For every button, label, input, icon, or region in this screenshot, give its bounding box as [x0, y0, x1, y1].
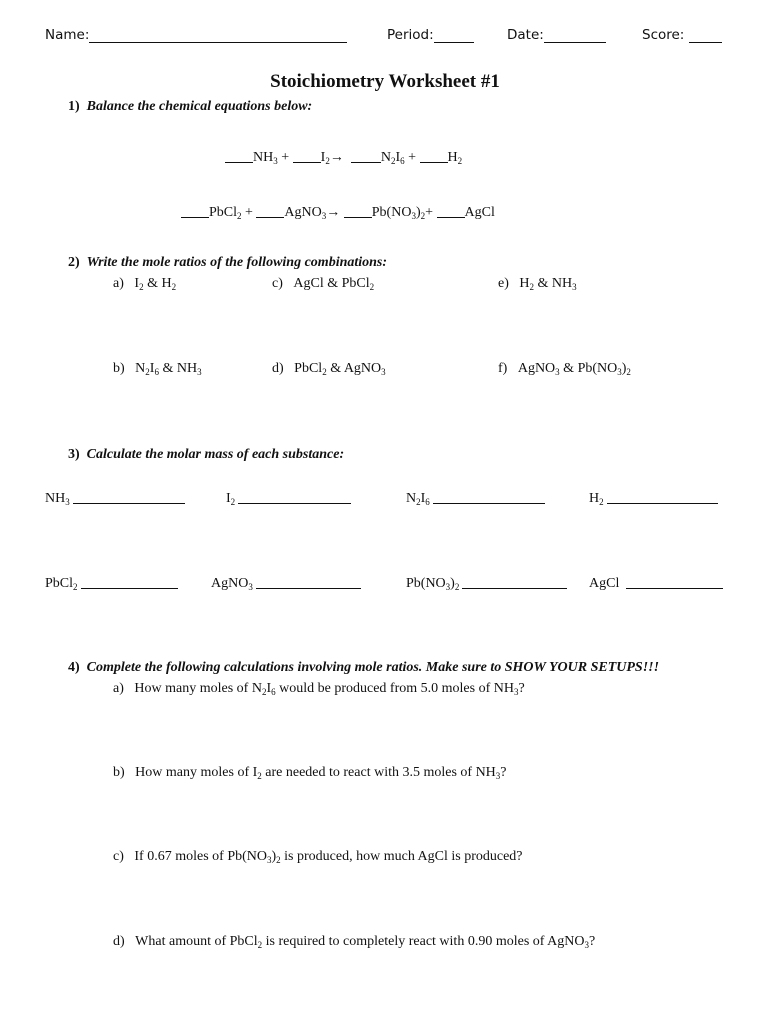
ratio-item-f: f) AgNO$_3$ & $Pb(NO_3)_2$ [498, 361, 631, 377]
molar-mass-i2: $I_2$ [226, 490, 351, 507]
calc-question-d: d) What amount of PbCl$_2$ is required to completely react with 0.90 moles of AgNO$_3$? [113, 934, 596, 950]
coef-blank[interactable] [437, 204, 465, 218]
period-line[interactable] [434, 28, 474, 43]
ratio-item-c: c) AgCl & PbCl$_2$ [272, 276, 375, 292]
score-label: Score: [642, 27, 685, 43]
worksheet-title: Stoichiometry Worksheet #1 [270, 71, 500, 92]
date-label: Date: [507, 27, 544, 43]
q1-heading: 1) Balance the chemical equations below: [68, 99, 313, 114]
molar-mass-nh3: $NH_3$ [45, 490, 185, 507]
ratio-item-d: d) PbCl$_2$ & AgNO$_3$ [272, 361, 386, 377]
equation-1: $NH_3 + I_2\to N_2I_6 + H_2$ [225, 149, 462, 166]
calc-question-b: b) How many moles of $I_2$ are needed to react with 3.5 moles of $NH_3$? [113, 765, 507, 781]
molar-mass-agcl: AgCl [589, 575, 723, 592]
molar-mass-n2i6: $N_2I_6$ [406, 490, 545, 507]
name-field[interactable] [45, 27, 347, 43]
answer-blank[interactable] [607, 490, 718, 504]
answer-blank[interactable] [238, 490, 351, 504]
answer-blank[interactable] [626, 575, 723, 589]
coef-blank[interactable] [351, 149, 381, 163]
calc-question-c: c) If 0.67 moles of $Pb(NO_3)_2$ is produced, how much AgCl is produced? [113, 849, 523, 865]
q3-heading: 3) Calculate the molar mass of each substance: [68, 447, 345, 462]
molar-mass-pbno32: $Pb(NO_3)_2$ [406, 575, 567, 592]
coef-blank[interactable] [420, 149, 448, 163]
ratio-item-b: b) $N_2I_6$ & $NH_3$ [113, 361, 202, 377]
molar-mass-agno3: AgNO$_3$ [211, 575, 361, 592]
coef-blank[interactable] [344, 204, 372, 218]
date-field[interactable] [507, 27, 606, 43]
name-label: Name: [45, 27, 90, 43]
q2-heading: 2) Write the mole ratios of the following combinations: [68, 255, 388, 270]
coef-blank[interactable] [293, 149, 321, 163]
answer-blank[interactable] [462, 575, 567, 589]
answer-blank[interactable] [433, 490, 545, 504]
answer-blank[interactable] [81, 575, 178, 589]
score-field[interactable] [642, 27, 722, 43]
answer-blank[interactable] [256, 575, 361, 589]
period-field[interactable] [387, 27, 474, 43]
q4-heading: 4) Complete the following calculations involving mole ratios. Make sure to SHOW YOUR SETUPS!!! [68, 660, 660, 675]
answer-blank[interactable] [73, 490, 185, 504]
ratio-item-a: a) $I_2$ & $H_2$ [113, 276, 177, 292]
molar-mass-h2: $H_2$ [589, 490, 718, 507]
period-label: Period: [387, 27, 434, 43]
score-line[interactable] [689, 28, 722, 43]
coef-blank[interactable] [256, 204, 284, 218]
molar-mass-pbcl2: PbCl$_2$ [45, 575, 178, 592]
coef-blank[interactable] [181, 204, 209, 218]
name-line[interactable] [89, 28, 347, 43]
calc-question-a: a) How many moles of $N_2I_6$ would be produced from 5.0 moles of $NH_3$? [113, 681, 525, 697]
date-line[interactable] [544, 28, 606, 43]
ratio-item-e: e) $H_2$ & $NH_3$ [498, 276, 577, 292]
equation-2: PbCl$_2$ + AgNO$_3$→ $Pb(NO_3)_2+$ AgCl [181, 204, 495, 221]
coef-blank[interactable] [225, 149, 253, 163]
